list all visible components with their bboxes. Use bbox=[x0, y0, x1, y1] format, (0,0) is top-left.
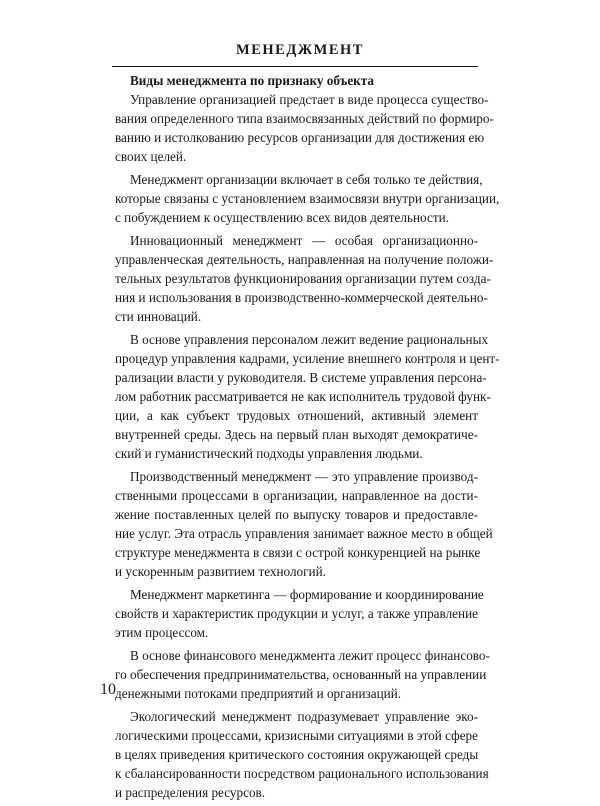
header-rule bbox=[112, 66, 478, 67]
paragraph-line: Производственный менеджмент — это управление производ- bbox=[130, 469, 478, 484]
paragraph-line: Экологический менеджмент подразумевает управление эко- bbox=[130, 709, 478, 724]
paragraph-line: Менеджмент организации включает в себя только те действия, bbox=[130, 172, 483, 187]
paragraph-line: ния и использования в производственно-коммерческой деятельно- bbox=[115, 290, 488, 305]
paragraph-line: и ускоренным развитием технологий. bbox=[115, 564, 326, 579]
running-head-title: МЕНЕДЖМЕНТ bbox=[236, 42, 364, 58]
paragraph-line: ние услуг. Эта отрасль управления занимает важное место в общей bbox=[115, 526, 493, 541]
paragraph-line: которые связаны с установлением взаимосвязи внутри организации, bbox=[115, 191, 500, 206]
paragraph-line: рализации власти у руководителя. В системе управления персона- bbox=[115, 370, 487, 385]
paragraph-line: Управление организацией предстает в виде процесса существо- bbox=[130, 92, 489, 107]
paragraph-line: внутренней среды. Здесь на первый план выходят демократиче- bbox=[115, 427, 478, 442]
paragraph-line: ванию и истолкованию ресурсов организации для достижения ею bbox=[115, 130, 485, 145]
paragraph-line: в целях приведения критического состояния окружающей среды bbox=[115, 747, 479, 762]
paragraph bbox=[115, 90, 494, 166]
paragraph-line: тельных результатов функционирования организации путем созда- bbox=[115, 271, 491, 286]
paragraph-line: этим процессом. bbox=[115, 625, 209, 640]
paragraph-line: го обеспечения предпринимательства, основанный на управлении bbox=[115, 667, 487, 682]
paragraph-line: и распределения ресурсов. bbox=[115, 785, 266, 800]
paragraph bbox=[115, 707, 489, 802]
paragraph bbox=[115, 467, 493, 581]
paragraph-line: ский и гуманистический подходы управления людьми. bbox=[115, 446, 423, 461]
paragraph bbox=[115, 585, 484, 642]
paragraph-line: структуре менеджмента в связи с острой конкуренцией на рынке bbox=[115, 545, 481, 560]
paragraph-line: лом работник рассматривается не как исполнитель трудовой функ- bbox=[115, 389, 491, 404]
paragraph bbox=[115, 330, 500, 463]
paragraph bbox=[115, 231, 494, 326]
paragraph-line: Инновационный менеджмент — особая организационно- bbox=[130, 233, 478, 248]
section-heading: Виды менеджмента по признаку объекта bbox=[130, 73, 375, 88]
page-body bbox=[115, 71, 500, 806]
paragraph-line: ственными процессами в организации, направленное на дости- bbox=[115, 488, 478, 503]
paragraph-line: В основе финансового менеджмента лежит процесс финансово- bbox=[130, 648, 490, 663]
paragraph-line: жение поставленных целей по выпуску товаров и предоставле- bbox=[115, 507, 478, 522]
paragraph-line: своих целей. bbox=[115, 149, 187, 164]
paragraph-line: логическими процессами, кризисными ситуациями в этой сфере bbox=[115, 728, 478, 743]
paragraph-line: свойств и характеристик продукции и услуг, а также управление bbox=[115, 606, 478, 621]
paragraph-line: ции, а как субъект трудовых отношений, активный элемент bbox=[115, 408, 478, 423]
paragraph-line: к сбалансированности посредством рационального использования bbox=[115, 766, 489, 781]
paragraph-line: сти инноваций. bbox=[115, 309, 202, 324]
paragraph-line: денежными потоками предприятий и организаций. bbox=[115, 686, 402, 701]
paragraph-line: процедур управления кадрами, усиление внешнего контроля и цент- bbox=[115, 351, 500, 366]
paragraph bbox=[115, 170, 500, 227]
paragraph-line: Менеджмент маркетинга — формирование и координирование bbox=[130, 587, 484, 602]
paragraph-line: управленческая деятельность, направленная на получение положи- bbox=[115, 252, 494, 267]
paragraph bbox=[115, 646, 490, 703]
paragraph-line: с побуждением к осуществлению всех видов деятельности. bbox=[115, 210, 449, 225]
paragraph-line: вания определенного типа взаимосвязанных действий по формиро- bbox=[115, 111, 494, 126]
paragraph-line: В основе управления персоналом лежит ведение рациональных bbox=[130, 332, 489, 347]
page-number: 10 bbox=[100, 681, 116, 698]
